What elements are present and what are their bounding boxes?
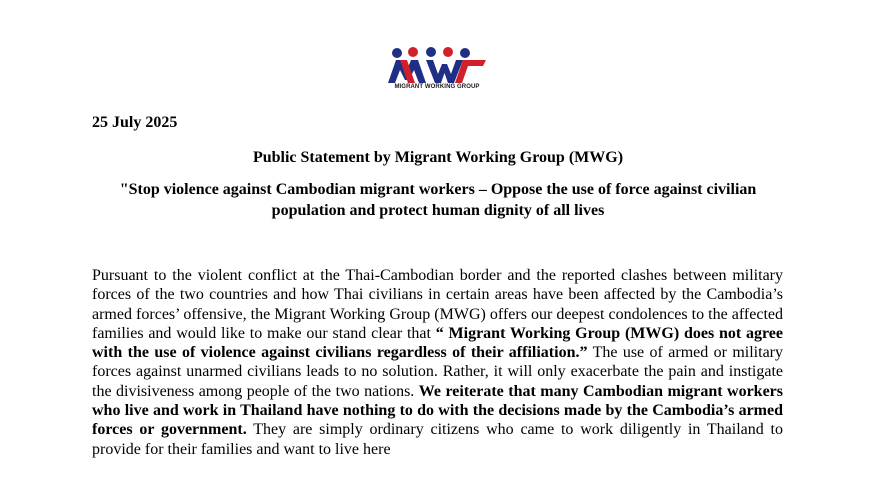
statement-body bbox=[92, 266, 783, 459]
body-paragraph-part-2: The use of armed or military forces against unarmed civilians leads to no solution. Rather, it will only exacerbate the pain and instigate the divisiveness among people of the two nations. bbox=[92, 344, 783, 400]
body-paragraph-part-3: They are simply ordinary citizens who came to work diligently in Thailand to provide for their families and want to live here bbox=[92, 421, 783, 458]
mwg-logo-icon bbox=[386, 46, 488, 86]
body-bold-part-1: “ Migrant Working Group (MWG) does not agree with the use of violence against civilians regardless of their affiliation.” bbox=[92, 324, 783, 362]
mwg-logo bbox=[386, 46, 488, 94]
statement-title: Public Statement by Migrant Working Group (MWG) bbox=[252, 149, 624, 166]
statement-subtitle: "Stop violence against Cambodian migrant workers – Oppose the use of force against civilian population and protect human dignity of all lives bbox=[119, 181, 757, 219]
statement-date: 25 July 2025 bbox=[92, 114, 178, 131]
body-bold-part-2: We reiterate that many Cambodian migrant workers who live and work in Thailand have nothing to do with the decisions made by the Cambodia’s armed forces or government. bbox=[92, 382, 783, 439]
logo-caption: MIGRANT WORKING GROUP bbox=[394, 84, 480, 90]
body-paragraph-part-1: Pursuant to the violent conflict at the Thai-Cambodian border and the reported clashes between military forces of the two countries and how Thai civilians in certain areas have been affected by the Cambodia’s armed forces’ offensive, the Migrant Working Group (MWG) offers our deepest condolences to the affected families and would like to make our stand clear that bbox=[92, 267, 783, 342]
